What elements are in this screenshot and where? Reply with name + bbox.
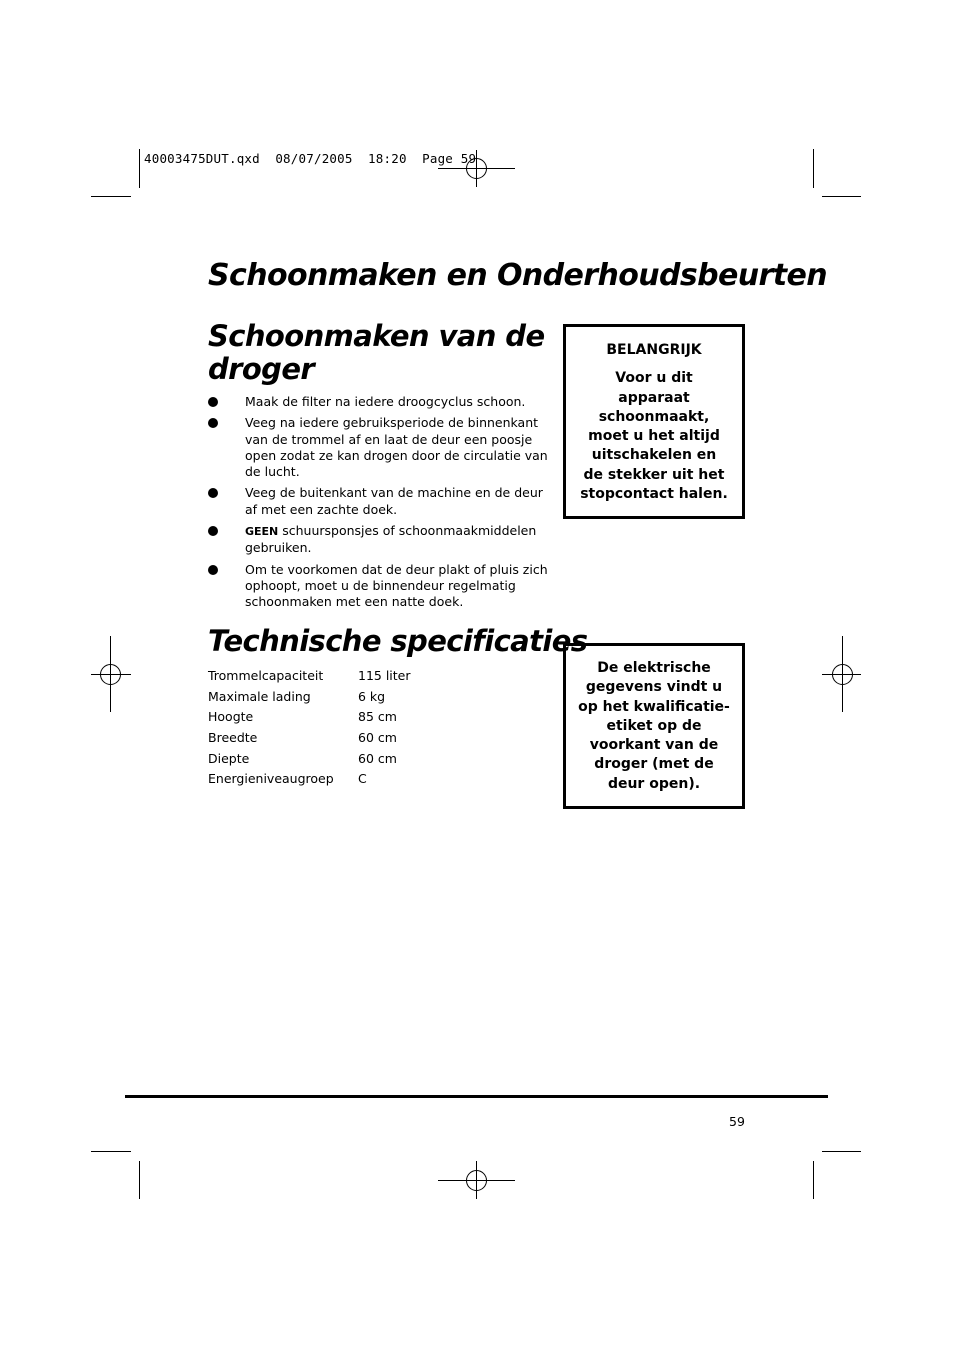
list-item-text: Veeg na iedere gebruiksperiode de binnenkant van de trommel af en laat de deur een poosje open zodat ze kan drogen door de circulatie van de lucht. (245, 415, 548, 480)
spec-label: Maximale lading (208, 688, 311, 704)
bullet-icon (208, 565, 218, 575)
cleaning-list (208, 394, 553, 616)
specs-table (208, 668, 411, 792)
important-box-title: BELANGRIJK (606, 342, 702, 358)
bullet-icon (208, 488, 218, 498)
table-row (208, 771, 411, 792)
table-row (208, 689, 411, 710)
table-row (208, 709, 411, 730)
important-box-text: Voor u dit apparaat schoonmaakt, moet u het altijd uitschakelen en de stekker uit het stopcontact halen. (580, 370, 728, 503)
list-item (208, 485, 553, 518)
spec-value: 60 cm (358, 730, 397, 746)
page-number: 59 (729, 1114, 745, 1129)
spec-value: 60 cm (358, 750, 397, 766)
list-item (208, 415, 553, 480)
spec-value: 85 cm (358, 709, 397, 725)
footer-rule (125, 1095, 828, 1098)
spec-value: 6 kg (358, 688, 386, 704)
table-row (208, 751, 411, 772)
cleaning-heading (208, 320, 545, 386)
electrical-info-box (563, 643, 745, 809)
table-row (208, 668, 411, 689)
file-slug: 40003475DUT.qxd 08/07/2005 18:20 Page 59 (144, 151, 477, 166)
page-title: Schoonmaken en Onderhoudsbeurten (208, 258, 827, 293)
specs-heading: Technische specificaties (208, 624, 588, 658)
list-item-text: Om te voorkomen dat de deur plakt of pluis zich ophoopt, moet u de binnendeur regelmatig schoonmaken met een natte doek. (245, 561, 548, 610)
list-item-text: schuursponsjes of schoonmaakmiddelen gebruiken. (245, 523, 537, 556)
list-item (208, 523, 553, 557)
table-row (208, 730, 411, 751)
spec-label: Diepte (208, 750, 250, 766)
list-item-emphasis: GEEN (245, 525, 279, 539)
list-item-text: Maak de filter na iedere droogcyclus schoon. (245, 394, 526, 409)
cleaning-heading-line1: Schoonmaken van de (208, 319, 545, 353)
spec-value: 115 liter (358, 668, 411, 683)
spec-label: Breedte (208, 730, 258, 746)
spec-label: Trommelcapaciteit (208, 668, 324, 683)
list-item (208, 394, 553, 410)
list-item (208, 562, 553, 611)
spec-label: Hoogte (208, 709, 254, 725)
bullet-icon (208, 397, 218, 407)
bullet-icon (208, 526, 218, 536)
cleaning-heading-line2: droger (208, 352, 315, 386)
spec-value: C (358, 771, 367, 787)
important-box (563, 324, 745, 519)
electrical-info-text: De elektrische gegevens vindt u op het kwalificatie-etiket op de voorkant van de droger (met de deur open). (578, 660, 730, 792)
list-item-text: Veeg de buitenkant van de machine en de deur af met een zachte doek. (245, 485, 543, 517)
bullet-icon (208, 418, 218, 428)
spec-label: Energieniveaugroep (208, 771, 334, 787)
